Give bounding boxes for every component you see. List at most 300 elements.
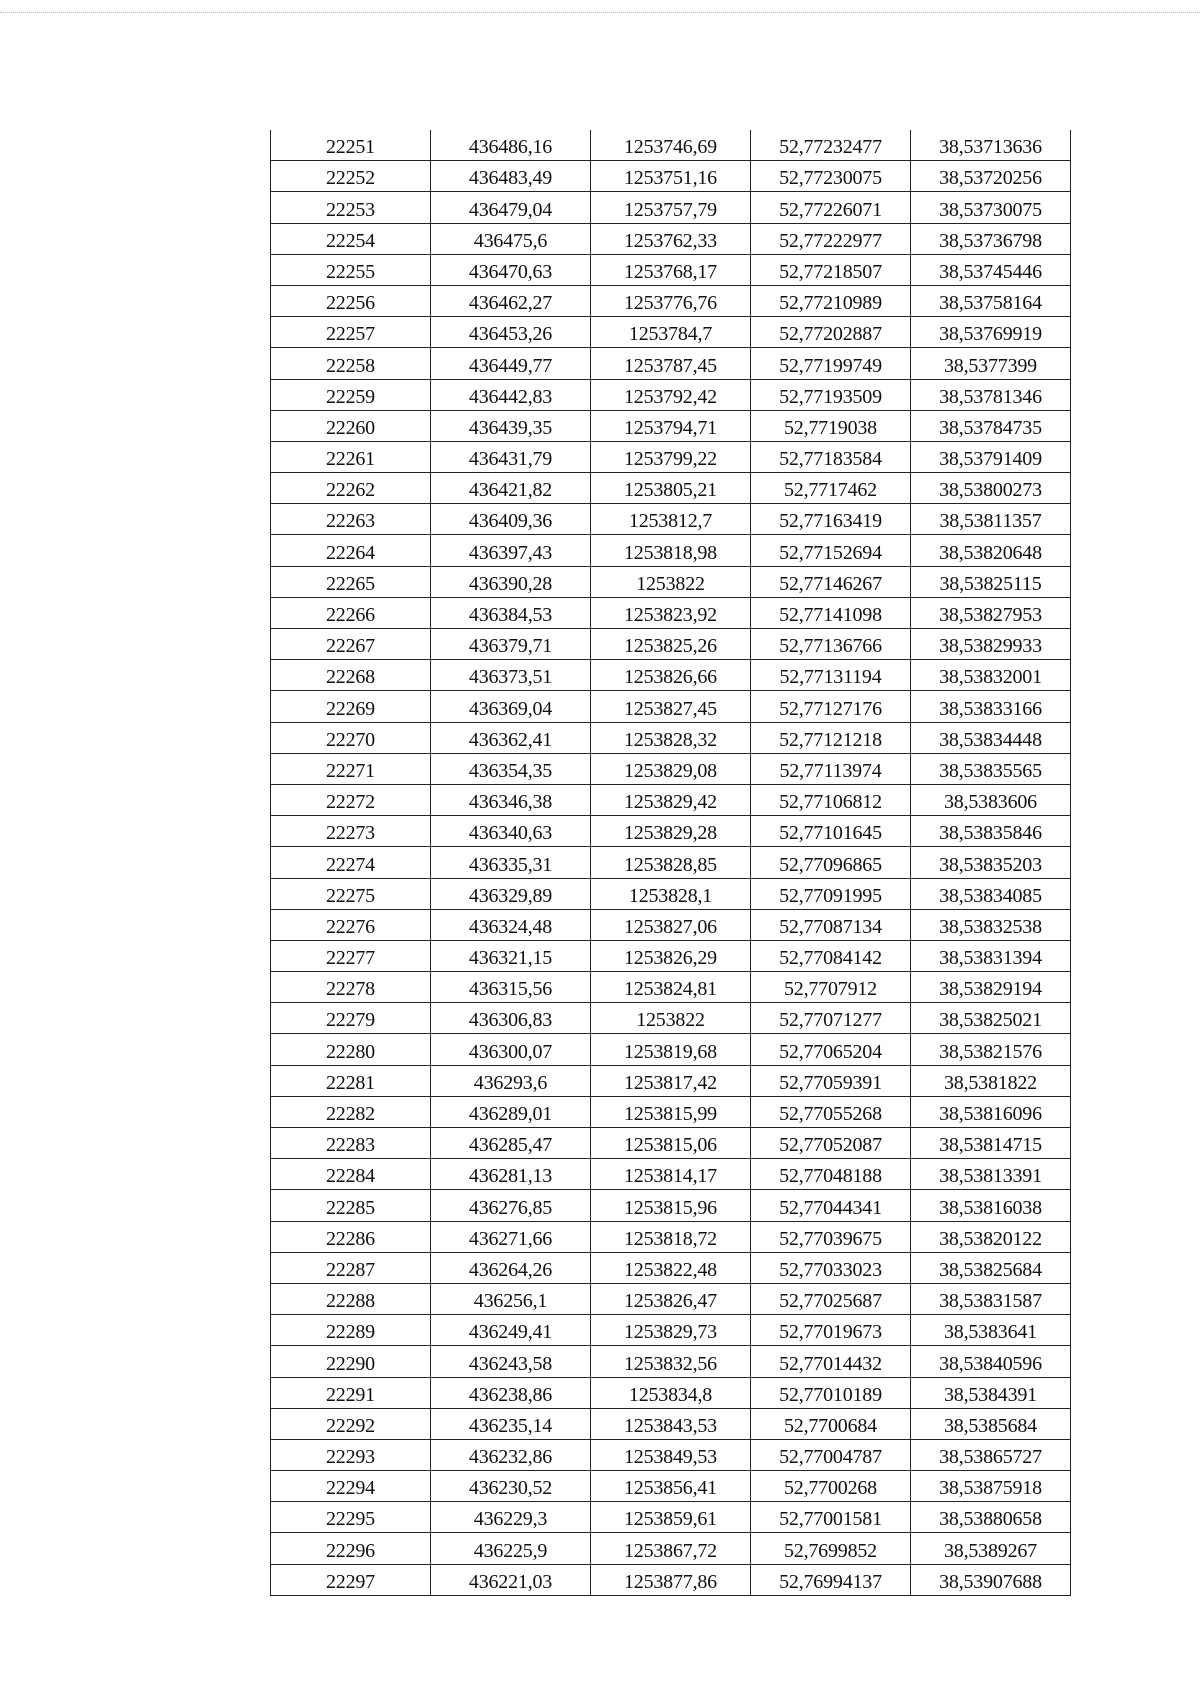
cell-value: 22269 (325, 697, 375, 720)
cell-value: 436373,51 (468, 666, 553, 689)
x-coordinate-cell (431, 940, 591, 971)
longitude-cell (911, 972, 1071, 1003)
x-coordinate-cell (431, 660, 591, 691)
latitude-cell (751, 1096, 911, 1127)
cell-value: 436409,36 (468, 510, 553, 533)
x-coordinate-cell (431, 1096, 591, 1127)
table-row (271, 1315, 1071, 1346)
cell-value: 38,53816096 (939, 1103, 1042, 1125)
y-coordinate-cell (591, 1221, 751, 1252)
table-row (271, 379, 1071, 410)
y-coordinate-cell (591, 1034, 751, 1065)
cell-value: 436346,38 (468, 791, 553, 814)
coordinates-table (270, 130, 1071, 1596)
cell-value: 1253814,17 (623, 1165, 717, 1188)
point-number-cell (271, 1471, 431, 1502)
latitude-cell (751, 535, 911, 566)
x-coordinate-cell (431, 130, 591, 161)
longitude-cell (911, 1096, 1071, 1127)
y-coordinate-cell (591, 1003, 751, 1034)
cell-value: 38,53835565 (939, 759, 1042, 782)
point-number-cell (271, 1252, 431, 1283)
longitude-cell (911, 1252, 1071, 1283)
point-number-cell (271, 1003, 431, 1034)
latitude-cell (751, 441, 911, 472)
y-coordinate-cell (591, 1315, 751, 1346)
cell-value: 38,5383641 (943, 1321, 1037, 1344)
table-row (271, 317, 1071, 348)
cell-value: 436442,83 (468, 385, 553, 408)
y-coordinate-cell (591, 410, 751, 441)
cell-value: 52,77232477 (779, 136, 882, 159)
x-coordinate-cell (431, 816, 591, 847)
cell-value: 38,53816038 (939, 1196, 1042, 1219)
cell-value: 38,53825115 (939, 572, 1042, 595)
point-number-cell (271, 753, 431, 784)
cell-value: 52,77230075 (779, 167, 882, 190)
cell-value: 52,77044341 (779, 1196, 882, 1219)
cell-value: 1253827,45 (623, 697, 717, 720)
cell-value: 38,53758164 (939, 292, 1042, 315)
table-row (271, 629, 1071, 660)
longitude-cell (911, 597, 1071, 628)
latitude-cell (751, 1252, 911, 1283)
cell-value: 38,53720256 (939, 167, 1042, 190)
cell-value: 1253819,68 (623, 1040, 717, 1063)
longitude-cell (911, 1003, 1071, 1034)
cell-value: 38,5389267 (943, 1539, 1037, 1562)
cell-value: 22281 (325, 1071, 375, 1094)
point-number-cell (271, 1128, 431, 1159)
x-coordinate-cell (431, 410, 591, 441)
x-coordinate-cell (431, 379, 591, 410)
point-number-cell (271, 1439, 431, 1470)
longitude-cell (911, 1283, 1071, 1314)
cell-value: 436300,07 (468, 1040, 553, 1063)
table-row (271, 473, 1071, 504)
cell-value: 22293 (325, 1446, 375, 1469)
x-coordinate-cell (431, 691, 591, 722)
x-coordinate-cell (431, 1034, 591, 1065)
longitude-cell (911, 1502, 1071, 1533)
cell-value: 38,53769919 (939, 323, 1042, 346)
cell-value: 52,77004787 (779, 1446, 882, 1469)
cell-value: 52,7699852 (783, 1539, 877, 1562)
cell-value: 38,5377399 (943, 354, 1037, 377)
cell-value: 22251 (325, 136, 375, 159)
table-row (271, 847, 1071, 878)
table-row (271, 161, 1071, 192)
cell-value: 436256,1 (473, 1290, 548, 1313)
table-row (271, 1221, 1071, 1252)
cell-value: 22258 (325, 354, 375, 377)
y-coordinate-cell (591, 379, 751, 410)
cell-value: 52,77010189 (779, 1383, 882, 1406)
table-row (271, 1564, 1071, 1595)
point-number-cell (271, 1065, 431, 1096)
y-coordinate-cell (591, 1252, 751, 1283)
cell-value: 436475,6 (473, 229, 548, 252)
cell-value: 1253757,79 (623, 198, 717, 221)
table-row (271, 1252, 1071, 1283)
cell-value: 52,77087134 (779, 915, 882, 938)
x-coordinate-cell (431, 1190, 591, 1221)
cell-value: 22296 (325, 1539, 375, 1562)
y-coordinate-cell (591, 566, 751, 597)
cell-value: 52,77202887 (779, 323, 882, 346)
longitude-cell (911, 1564, 1071, 1595)
table-row (271, 1533, 1071, 1564)
table-row (271, 1471, 1071, 1502)
longitude-cell (911, 285, 1071, 316)
x-coordinate-cell (431, 1221, 591, 1252)
point-number-cell (271, 285, 431, 316)
cell-value: 38,53865727 (939, 1446, 1042, 1469)
point-number-cell (271, 1502, 431, 1533)
x-coordinate-cell (431, 1283, 591, 1314)
latitude-cell (751, 1346, 911, 1377)
point-number-cell (271, 1346, 431, 1377)
longitude-cell (911, 940, 1071, 971)
cell-value: 38,53730075 (939, 198, 1042, 221)
cell-value: 22295 (325, 1508, 375, 1531)
latitude-cell (751, 566, 911, 597)
y-coordinate-cell (591, 1471, 751, 1502)
x-coordinate-cell (431, 1159, 591, 1190)
cell-value: 38,53829933 (939, 635, 1042, 658)
point-number-cell (271, 410, 431, 441)
y-coordinate-cell (591, 317, 751, 348)
y-coordinate-cell (591, 254, 751, 285)
cell-value: 22289 (325, 1321, 375, 1344)
cell-value: 22273 (325, 822, 375, 845)
latitude-cell (751, 847, 911, 878)
y-coordinate-cell (591, 722, 751, 753)
cell-value: 436285,47 (468, 1134, 553, 1157)
cell-value: 436324,48 (468, 915, 553, 938)
cell-value: 52,77096865 (779, 853, 882, 876)
cell-value: 52,77141098 (779, 604, 882, 626)
cell-value: 1253787,45 (623, 354, 717, 377)
table-row (271, 566, 1071, 597)
cell-value: 436486,16 (468, 136, 553, 159)
cell-value: 38,53831587 (939, 1290, 1042, 1313)
cell-value: 38,53832001 (939, 666, 1042, 689)
latitude-cell (751, 504, 911, 535)
latitude-cell (751, 753, 911, 784)
table-row (271, 1377, 1071, 1408)
cell-value: 52,77014432 (779, 1352, 882, 1375)
latitude-cell (751, 223, 911, 254)
cell-value: 1253794,71 (623, 416, 717, 439)
cell-value: 38,53835203 (939, 853, 1042, 876)
cell-value: 1253823,92 (623, 604, 717, 626)
table-row (271, 597, 1071, 628)
point-number-cell (271, 847, 431, 878)
y-coordinate-cell (591, 784, 751, 815)
y-coordinate-cell (591, 878, 751, 909)
cell-value: 1253792,42 (623, 385, 717, 408)
cell-value: 1253768,17 (623, 260, 717, 283)
cell-value: 38,53825684 (939, 1258, 1042, 1281)
cell-value: 436379,71 (468, 635, 553, 658)
cell-value: 1253776,76 (623, 292, 717, 315)
x-coordinate-cell (431, 441, 591, 472)
cell-value: 22278 (325, 978, 375, 1001)
cell-value: 52,77059391 (779, 1071, 882, 1094)
latitude-cell (751, 784, 911, 815)
table-row (271, 1346, 1071, 1377)
cell-value: 22287 (325, 1258, 375, 1281)
cell-value: 22271 (325, 759, 375, 782)
x-coordinate-cell (431, 566, 591, 597)
point-number-cell (271, 784, 431, 815)
cell-value: 1253867,72 (623, 1539, 717, 1562)
cell-value: 1253828,1 (628, 884, 713, 907)
point-number-cell (271, 1190, 431, 1221)
y-coordinate-cell (591, 660, 751, 691)
point-number-cell (271, 1564, 431, 1595)
cell-value: 52,77183584 (779, 448, 882, 471)
cell-value: 38,53829194 (939, 978, 1042, 1001)
point-number-cell (271, 161, 431, 192)
y-coordinate-cell (591, 192, 751, 223)
latitude-cell (751, 1408, 911, 1439)
cell-value: 1253826,47 (623, 1290, 717, 1313)
cell-value: 38,53880658 (939, 1508, 1042, 1531)
cell-value: 22262 (325, 479, 375, 502)
longitude-cell (911, 1408, 1071, 1439)
longitude-cell (911, 410, 1071, 441)
point-number-cell (271, 972, 431, 1003)
point-number-cell (271, 130, 431, 161)
cell-value: 436230,52 (468, 1477, 553, 1500)
cell-value: 52,77084142 (779, 947, 882, 970)
cell-value: 38,53784735 (939, 416, 1042, 439)
point-number-cell (271, 192, 431, 223)
y-coordinate-cell (591, 1159, 751, 1190)
cell-value: 52,77226071 (779, 198, 882, 221)
cell-value: 1253827,06 (623, 915, 717, 938)
latitude-cell (751, 940, 911, 971)
point-number-cell (271, 473, 431, 504)
cell-value: 22252 (325, 167, 375, 190)
cell-value: 436276,85 (468, 1196, 553, 1219)
latitude-cell (751, 1159, 911, 1190)
x-coordinate-cell (431, 1564, 591, 1595)
cell-value: 1253825,26 (623, 635, 717, 658)
table-row (271, 410, 1071, 441)
y-coordinate-cell (591, 504, 751, 535)
cell-value: 436453,26 (468, 323, 553, 346)
longitude-cell (911, 348, 1071, 379)
cell-value: 38,53791409 (939, 448, 1042, 471)
cell-value: 52,7719038 (783, 416, 877, 439)
cell-value: 436315,56 (468, 978, 553, 1001)
cell-value: 38,53800273 (939, 479, 1042, 502)
longitude-cell (911, 909, 1071, 940)
point-number-cell (271, 691, 431, 722)
point-number-cell (271, 1159, 431, 1190)
table-row (271, 691, 1071, 722)
y-coordinate-cell (591, 753, 751, 784)
cell-value: 52,77199749 (779, 354, 882, 377)
point-number-cell (271, 1533, 431, 1564)
y-coordinate-cell (591, 1128, 751, 1159)
cell-value: 1253849,53 (623, 1446, 717, 1469)
table-row (271, 722, 1071, 753)
x-coordinate-cell (431, 784, 591, 815)
latitude-cell (751, 473, 911, 504)
cell-value: 52,77065204 (779, 1040, 882, 1063)
table-row (271, 972, 1071, 1003)
cell-value: 52,77052087 (779, 1134, 882, 1157)
cell-value: 1253832,56 (623, 1352, 717, 1375)
cell-value: 436238,86 (468, 1383, 553, 1406)
latitude-cell (751, 379, 911, 410)
y-coordinate-cell (591, 691, 751, 722)
cell-value: 1253815,06 (623, 1134, 717, 1157)
latitude-cell (751, 1315, 911, 1346)
y-coordinate-cell (591, 1533, 751, 1564)
cell-value: 1253829,42 (623, 791, 717, 814)
y-coordinate-cell (591, 1377, 751, 1408)
longitude-cell (911, 1221, 1071, 1252)
y-coordinate-cell (591, 1096, 751, 1127)
y-coordinate-cell (591, 1502, 751, 1533)
cell-value: 38,53736798 (939, 229, 1042, 252)
latitude-cell (751, 878, 911, 909)
x-coordinate-cell (431, 1065, 591, 1096)
cell-value: 22277 (325, 947, 375, 970)
table-row (271, 1034, 1071, 1065)
longitude-cell (911, 223, 1071, 254)
cell-value: 1253826,29 (623, 947, 717, 970)
table-row (271, 130, 1071, 161)
point-number-cell (271, 1034, 431, 1065)
latitude-cell (751, 1190, 911, 1221)
cell-value: 436293,6 (473, 1071, 548, 1094)
cell-value: 1253822 (636, 572, 705, 595)
table-row (271, 192, 1071, 223)
cell-value: 22279 (325, 1009, 375, 1032)
cell-value: 1253843,53 (623, 1414, 717, 1437)
table-row (271, 254, 1071, 285)
longitude-cell (911, 816, 1071, 847)
cell-value: 1253829,28 (623, 822, 717, 845)
point-number-cell (271, 1377, 431, 1408)
cell-value: 22286 (325, 1227, 375, 1250)
longitude-cell (911, 161, 1071, 192)
cell-value: 52,77210989 (779, 292, 882, 315)
x-coordinate-cell (431, 1439, 591, 1470)
cell-value: 38,5383606 (943, 791, 1037, 814)
table-row (271, 1439, 1071, 1470)
x-coordinate-cell (431, 1128, 591, 1159)
longitude-cell (911, 784, 1071, 815)
longitude-cell (911, 1065, 1071, 1096)
cell-value: 22291 (325, 1383, 375, 1406)
longitude-cell (911, 878, 1071, 909)
y-coordinate-cell (591, 441, 751, 472)
cell-value: 52,7700684 (783, 1414, 877, 1437)
table-row (271, 1096, 1071, 1127)
cell-value: 436225,9 (473, 1539, 548, 1562)
latitude-cell (751, 1128, 911, 1159)
longitude-cell (911, 130, 1071, 161)
cell-value: 52,77218507 (779, 260, 882, 283)
x-coordinate-cell (431, 223, 591, 254)
cell-value: 22267 (325, 635, 375, 658)
y-coordinate-cell (591, 940, 751, 971)
cell-value: 1253799,22 (623, 448, 717, 471)
cell-value: 1253856,41 (623, 1477, 717, 1500)
x-coordinate-cell (431, 348, 591, 379)
table-row (271, 1502, 1071, 1533)
point-number-cell (271, 660, 431, 691)
cell-value: 22260 (325, 416, 375, 439)
cell-value: 436221,03 (468, 1570, 553, 1593)
latitude-cell (751, 285, 911, 316)
cell-value: 1253817,42 (623, 1071, 717, 1094)
cell-value: 22265 (325, 572, 375, 595)
cell-value: 52,77136766 (779, 635, 882, 658)
cell-value: 38,53840596 (939, 1352, 1042, 1375)
point-number-cell (271, 317, 431, 348)
cell-value: 436390,28 (468, 572, 553, 595)
y-coordinate-cell (591, 909, 751, 940)
y-coordinate-cell (591, 972, 751, 1003)
cell-value: 22261 (325, 448, 375, 471)
x-coordinate-cell (431, 473, 591, 504)
latitude-cell (751, 1221, 911, 1252)
x-coordinate-cell (431, 504, 591, 535)
cell-value: 1253815,99 (623, 1103, 717, 1125)
y-coordinate-cell (591, 1564, 751, 1595)
cell-value: 1253828,32 (623, 728, 717, 751)
cell-value: 52,77101645 (779, 822, 882, 845)
cell-value: 1253818,98 (623, 541, 717, 564)
y-coordinate-cell (591, 816, 751, 847)
cell-value: 52,77025687 (779, 1290, 882, 1313)
cell-value: 1253822,48 (623, 1258, 717, 1281)
cell-value: 1253784,7 (628, 323, 713, 346)
point-number-cell (271, 1408, 431, 1439)
latitude-cell (751, 1439, 911, 1470)
x-coordinate-cell (431, 1502, 591, 1533)
longitude-cell (911, 441, 1071, 472)
latitude-cell (751, 972, 911, 1003)
longitude-cell (911, 473, 1071, 504)
cell-value: 38,53833166 (939, 697, 1042, 720)
cell-value: 22270 (325, 728, 375, 751)
cell-value: 38,53875918 (939, 1477, 1042, 1500)
y-coordinate-cell (591, 161, 751, 192)
y-coordinate-cell (591, 348, 751, 379)
table-row (271, 753, 1071, 784)
latitude-cell (751, 410, 911, 441)
cell-value: 22288 (325, 1290, 375, 1313)
x-coordinate-cell (431, 629, 591, 660)
latitude-cell (751, 1283, 911, 1314)
x-coordinate-cell (431, 161, 591, 192)
cell-value: 22254 (325, 229, 375, 252)
longitude-cell (911, 1034, 1071, 1065)
cell-value: 52,77039675 (779, 1227, 882, 1250)
latitude-cell (751, 161, 911, 192)
table-row (271, 441, 1071, 472)
cell-value: 52,77121218 (779, 728, 882, 751)
